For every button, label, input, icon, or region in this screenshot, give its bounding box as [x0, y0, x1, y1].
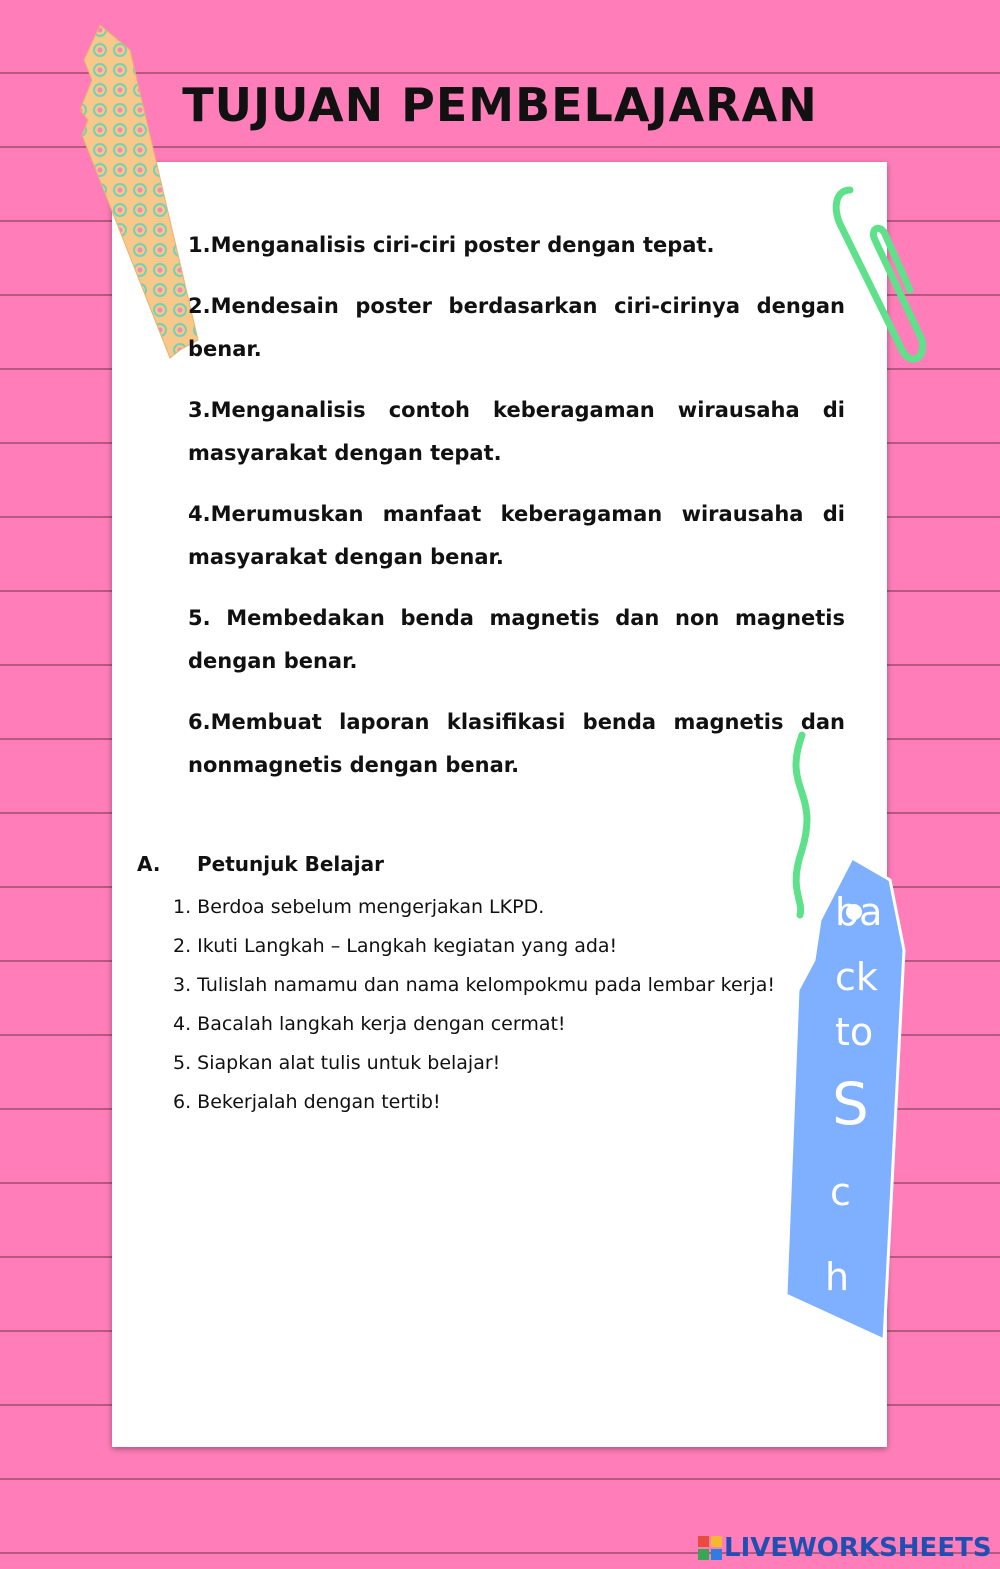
goal-item [188, 597, 845, 683]
liveworksheets-logo [698, 1528, 992, 1568]
goal-item [188, 389, 845, 475]
paper-clip-icon [830, 180, 930, 370]
section-heading [137, 852, 384, 876]
instruction-item: 2. Ikuti Langkah – Langkah kegiatan yang ada! [173, 935, 618, 957]
goal-item [188, 701, 845, 787]
learning-goals-list [188, 224, 845, 805]
back-to-school-tag [780, 730, 920, 1350]
goal-number: 4. [188, 502, 211, 526]
goal-item [188, 285, 845, 371]
goal-text: Merumuskan manfaat keberagaman wirausaha di masyarakat dengan benar. [188, 502, 845, 569]
goal-item [188, 224, 845, 267]
section-title: Petunjuk Belajar [197, 852, 384, 876]
tag-letters: ck [835, 955, 878, 999]
page-title: TUJUAN PEMBELAJARAN [182, 78, 818, 132]
goal-number: 3. [188, 398, 211, 422]
tag-letters: to [835, 1010, 874, 1054]
goal-text: Mendesain poster berdasarkan ciri-cirinya dengan benar. [188, 294, 845, 361]
tag-letters: c [830, 1170, 851, 1214]
tag-letters: h [825, 1255, 850, 1299]
instruction-item: 6. Bekerjalah dengan tertib! [173, 1091, 441, 1113]
brand-name: LIVEWORKSHEETS [724, 1533, 992, 1563]
liveworksheets-icon [698, 1536, 722, 1560]
goal-number: 2. [188, 294, 211, 318]
instructions-list [173, 892, 775, 1126]
instruction-item: 5. Siapkan alat tulis untuk belajar! [173, 1052, 501, 1074]
instruction-item: 1. Berdoa sebelum mengerjakan LKPD. [173, 896, 545, 918]
goal-text: Membedakan benda magnetis dan non magnetis dengan benar. [188, 606, 845, 673]
goal-number: 5. [188, 606, 211, 630]
tag-letters: ba [835, 890, 883, 934]
goal-text: Membuat laporan klasifikasi benda magnetis dan nonmagnetis dengan benar. [188, 710, 845, 777]
goal-text: Menganalisis ciri-ciri poster dengan tepat. [210, 233, 715, 257]
instruction-item: 4. Bacalah langkah kerja dengan cermat! [173, 1013, 566, 1035]
tag-letters: S [832, 1070, 869, 1138]
goal-text: Menganalisis contoh keberagaman wirausaha di masyarakat dengan tepat. [188, 398, 845, 465]
section-letter: A. [137, 852, 161, 876]
goal-number: 6. [188, 710, 211, 734]
instruction-item: 3. Tulislah namamu dan nama kelompokmu pada lembar kerja! [173, 974, 776, 996]
goal-item [188, 493, 845, 579]
goal-number: 1. [188, 233, 211, 257]
